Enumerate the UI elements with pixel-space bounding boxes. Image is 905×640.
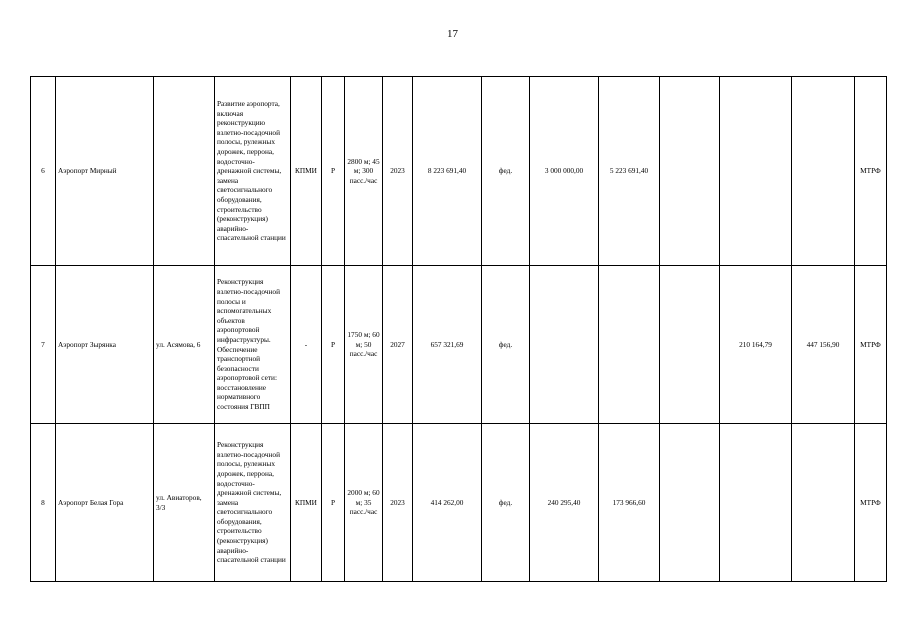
table-row: [31, 77, 887, 266]
budget-source: фед.: [482, 424, 530, 582]
object-name: Аэропорт Зырянка: [56, 266, 154, 424]
table-row: [31, 424, 887, 582]
capacity: 2800 м; 45 м; 300 пасс./час: [345, 77, 383, 266]
amount-d: [720, 424, 792, 582]
year: 2023: [383, 77, 413, 266]
work-type: Р: [322, 77, 345, 266]
row-number: 7: [31, 266, 56, 424]
program: -: [291, 266, 322, 424]
responsible: МТРФ: [855, 77, 887, 266]
amount-b: [599, 266, 660, 424]
page-number: 17: [447, 28, 458, 40]
object-name: Аэропорт Белая Гора: [56, 424, 154, 582]
amount-a: 3 000 000,00: [530, 77, 599, 266]
row-number: 6: [31, 77, 56, 266]
object-description: Реконструкция взлетно-посадочной полосы и вспомогательных объектов аэропортовой инфраструктуры. Обеспечение транспортной безопасности аэропортовой сети: восстановление нормативного состояния ГВПП: [215, 266, 291, 424]
object-description: Развитие аэропорта, включая реконструкцию взлетно-посадочной полосы, рулежных дорожек, перрона, водосточно-дренажной системы, замена светосигнального оборудования, строительство (реконструкция) аварийно-спасательной станции: [215, 77, 291, 266]
amount-d: [720, 77, 792, 266]
capacity: 2000 м; 60 м; 35 пасс./час: [345, 424, 383, 582]
responsible: МТРФ: [855, 424, 887, 582]
amount-e: [792, 424, 855, 582]
amount-c: [660, 77, 720, 266]
year: 2027: [383, 266, 413, 424]
capacity: 1750 м; 60 м; 50 пасс./час: [345, 266, 383, 424]
amount-a: 240 295,40: [530, 424, 599, 582]
amount-e: [792, 77, 855, 266]
object-address: [154, 77, 215, 266]
table-row: [31, 266, 887, 424]
responsible: МТРФ: [855, 266, 887, 424]
amount-e: 447 156,90: [792, 266, 855, 424]
amount-d: 210 164,79: [720, 266, 792, 424]
amount-b: 173 966,60: [599, 424, 660, 582]
program: КПМИ: [291, 424, 322, 582]
work-type: Р: [322, 424, 345, 582]
program: КПМИ: [291, 77, 322, 266]
total-amount: 414 262,00: [413, 424, 482, 582]
total-amount: 8 223 691,40: [413, 77, 482, 266]
amount-a: [530, 266, 599, 424]
object-address: ул. Асямова, 6: [154, 266, 215, 424]
amount-c: [660, 424, 720, 582]
investment-projects-table: [30, 76, 887, 582]
total-amount: 657 321,69: [413, 266, 482, 424]
object-description: Реконструкция взлетно-посадочной полосы, рулежных дорожек, перрона, водосточно-дренажной системы, замена светосигнального оборудования, строительство (реконструкция) аварийно-спасательной станции: [215, 424, 291, 582]
row-number: 8: [31, 424, 56, 582]
object-name: Аэропорт Мирный: [56, 77, 154, 266]
amount-c: [660, 266, 720, 424]
amount-b: 5 223 691,40: [599, 77, 660, 266]
work-type: Р: [322, 266, 345, 424]
budget-source: фед.: [482, 266, 530, 424]
year: 2023: [383, 424, 413, 582]
object-address: ул. Авиаторов, 3/3: [154, 424, 215, 582]
budget-source: фед.: [482, 77, 530, 266]
